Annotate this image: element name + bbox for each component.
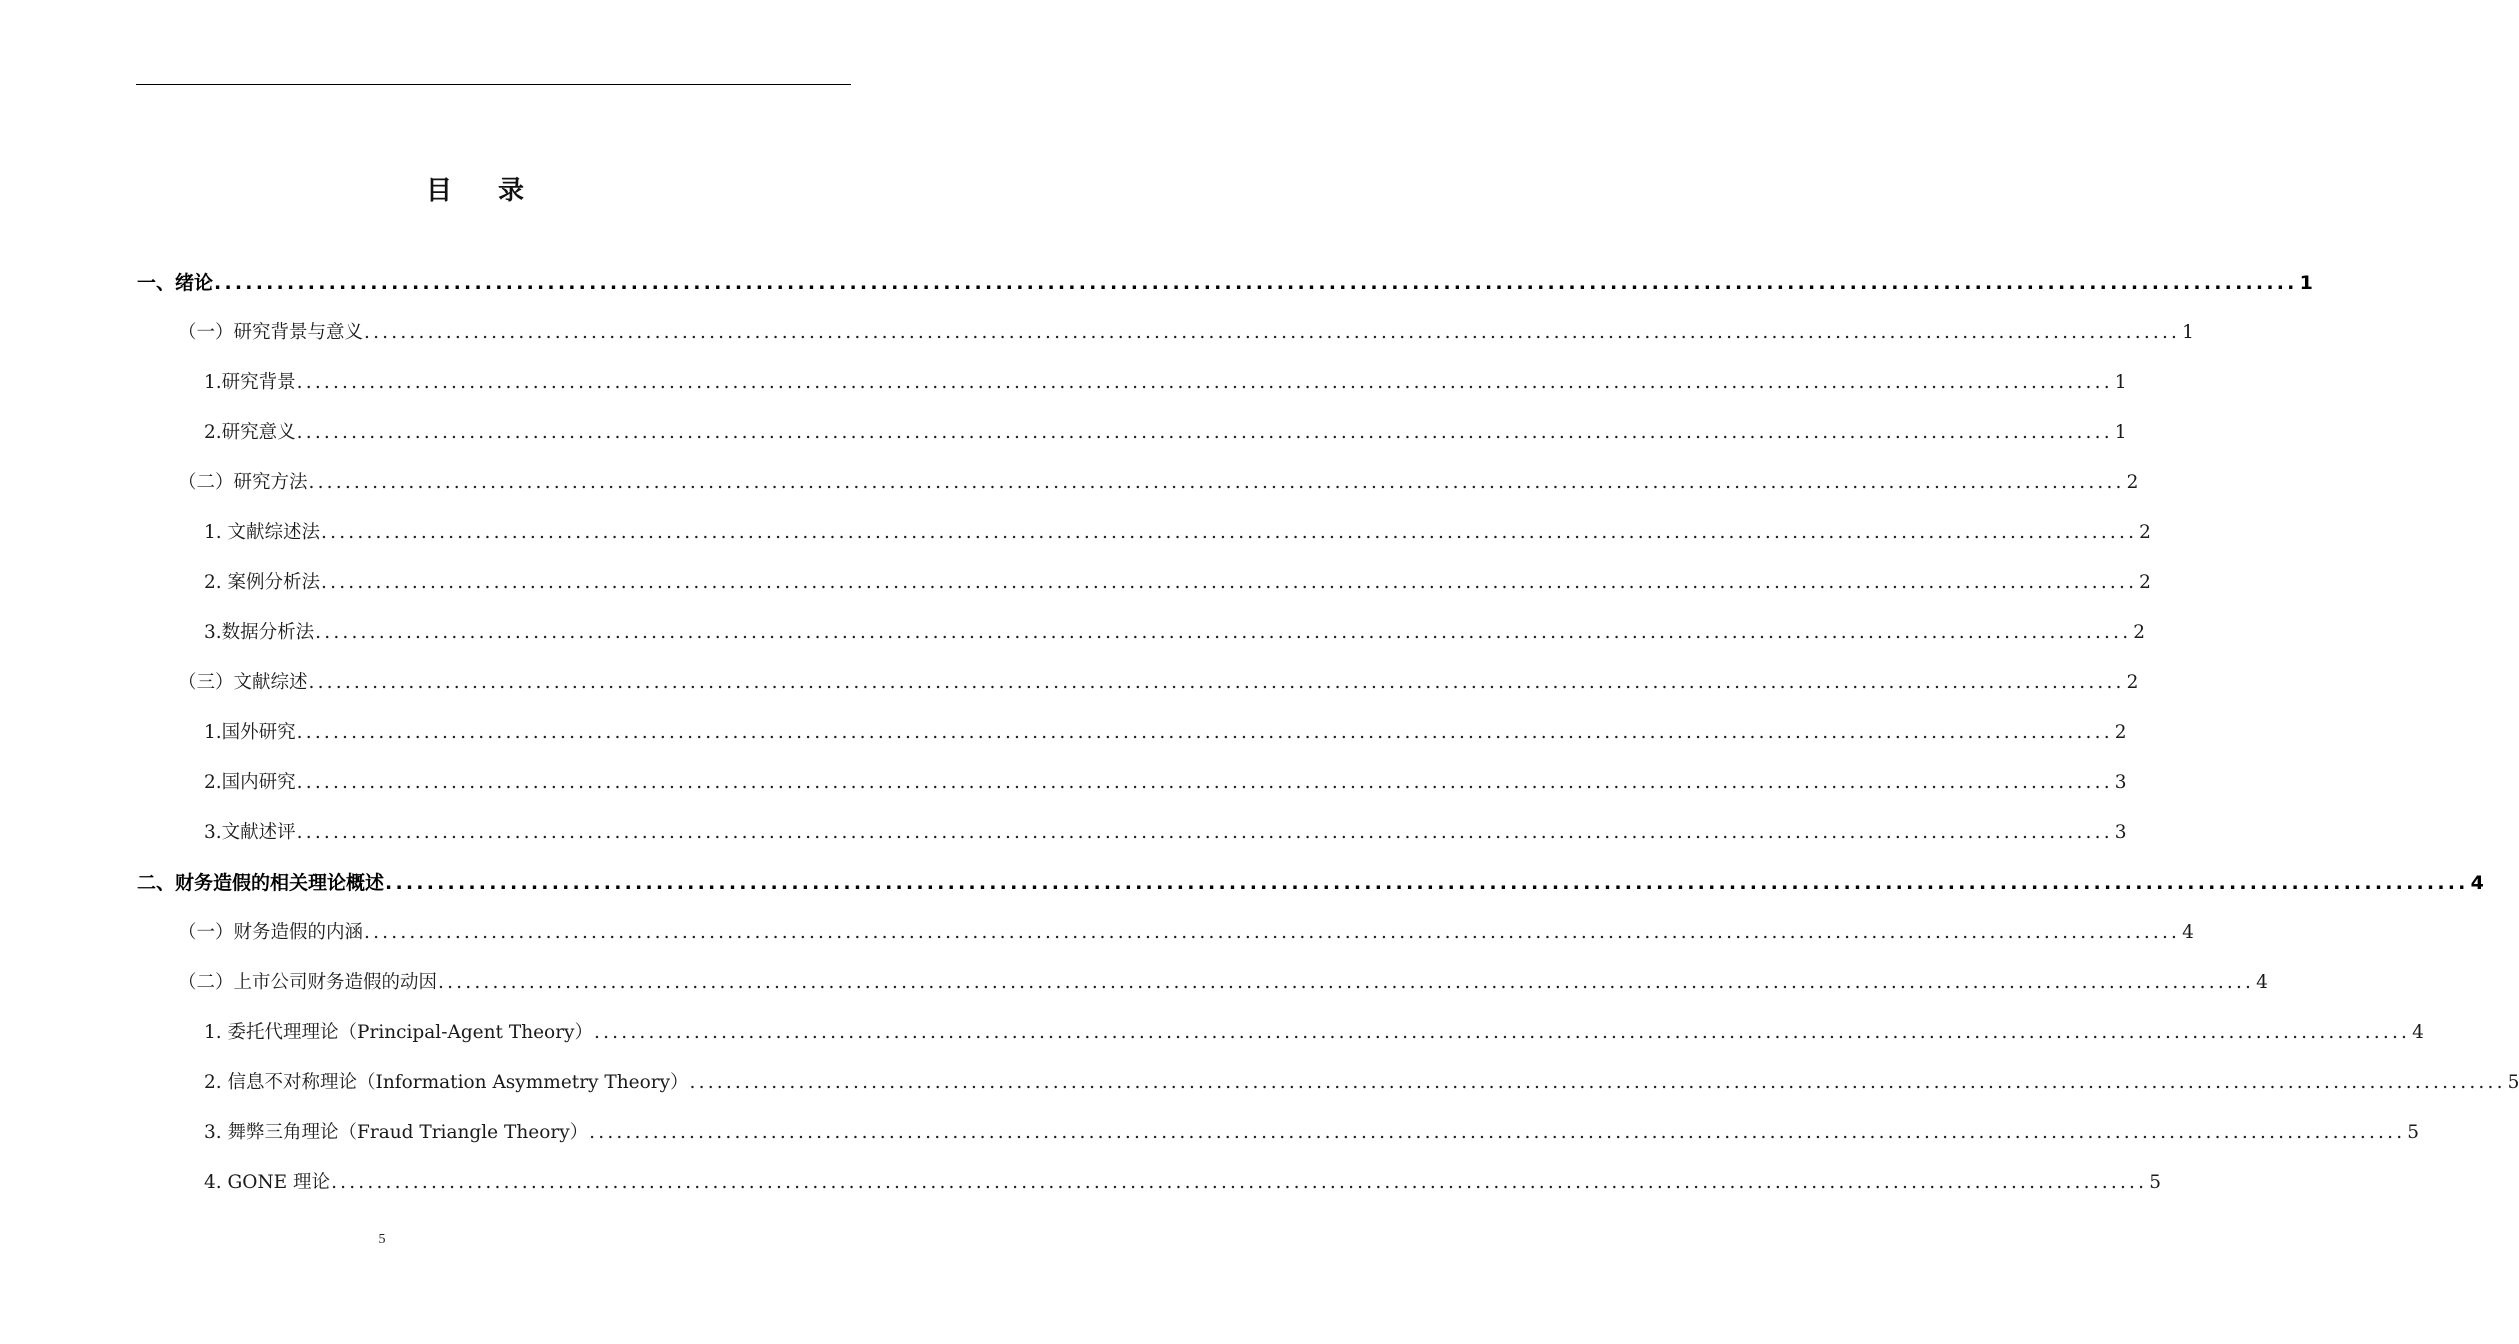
dot-leader: ........................................................................................................................................................................................................ — [689, 1072, 2506, 1093]
dot-leader: ........................................................................................................................................................................................................ — [308, 472, 2125, 493]
toc-title-char-2: 录 — [498, 176, 525, 206]
toc-entry-chapter-2[interactable] — [137, 868, 2484, 918]
toc-page-number: 2 — [2133, 622, 2146, 643]
dot-leader: ........................................................................................................................................................................................................ — [321, 522, 2138, 543]
toc-page-number: 2 — [2139, 522, 2151, 543]
dot-leader: ........................................................................................................................................................................................................ — [589, 1122, 2406, 1143]
dot-leader: ........................................................................................................................................................................................................ — [385, 872, 2469, 894]
toc-entry-chapter-1[interactable] — [137, 268, 2313, 318]
toc-entry-label: 1.国外研究 — [204, 722, 296, 743]
toc-page-number: 1 — [2182, 322, 2194, 343]
dot-leader: ........................................................................................................................................................................................................ — [364, 922, 2181, 943]
toc-entry-label: （一）研究背景与意义 — [178, 322, 364, 343]
toc-title — [0, 170, 950, 207]
toc-entry-subsection[interactable] — [204, 1018, 2424, 1068]
toc-entry-subsection[interactable] — [204, 568, 2151, 618]
toc-page-number: 4 — [2470, 872, 2484, 894]
toc-entry-label: 4. GONE 理论 — [204, 1172, 331, 1193]
toc-entry-subsection[interactable] — [204, 718, 2127, 768]
toc-page-number: 4 — [2182, 922, 2194, 943]
toc-entry-subsection[interactable] — [204, 418, 2127, 468]
toc-page-number: 2 — [2126, 672, 2139, 693]
toc-entry-label: （二）研究方法 — [178, 472, 308, 493]
toc-entry-subsection[interactable] — [204, 518, 2151, 568]
dot-leader: ........................................................................................................................................................................................................ — [296, 422, 2113, 443]
toc-entry-label: 2. 案例分析法 — [204, 572, 321, 593]
toc-page-number: 5 — [2507, 1072, 2519, 1093]
toc-entry-subsection[interactable] — [204, 818, 2127, 868]
toc-page-number: 3 — [2114, 772, 2127, 793]
toc-page-number: 4 — [2256, 972, 2268, 993]
toc-chapter-number: 二、 — [137, 872, 176, 894]
dot-leader: ........................................................................................................................................................................................................ — [364, 322, 2181, 343]
toc-page-number: 5 — [2149, 1172, 2161, 1193]
toc-entry-section[interactable] — [178, 318, 2194, 368]
toc-entry-label: （一）财务造假的内涵 — [178, 922, 364, 943]
dot-leader: ........................................................................................................................................................................................................ — [321, 572, 2138, 593]
dot-leader: ........................................................................................................................................................................................................ — [296, 772, 2113, 793]
toc-entry-subsection[interactable] — [204, 1168, 2161, 1218]
toc-entry-subsection[interactable] — [204, 1068, 2519, 1118]
dot-leader: ........................................................................................................................................................................................................ — [594, 1022, 2411, 1043]
dot-leader: ........................................................................................................................................................................................................ — [331, 1172, 2148, 1193]
page-number: 5 — [378, 1232, 386, 1247]
toc-entry-label: 1.研究背景 — [204, 372, 296, 393]
toc-entry-label: 2.国内研究 — [204, 772, 296, 793]
toc-entry-label: 绪论 — [175, 272, 214, 294]
toc-entry-label: 2. 信息不对称理论（Information Asymmetry Theory） — [204, 1072, 689, 1093]
toc-page-number: 1 — [2299, 272, 2313, 294]
toc-chapter-number: 一、 — [137, 272, 176, 294]
dot-leader: ........................................................................................................................................................................................................ — [296, 822, 2113, 843]
toc-entry-label: 2.研究意义 — [204, 422, 296, 443]
toc-page-number: 2 — [2114, 722, 2127, 743]
toc-page-number: 2 — [2139, 572, 2151, 593]
toc-entry-subsection[interactable] — [204, 1118, 2420, 1168]
toc-page-number: 1 — [2114, 372, 2127, 393]
toc-entry-section[interactable] — [178, 668, 2139, 718]
toc-entry-section[interactable] — [178, 468, 2139, 518]
dot-leader: ........................................................................................................................................................................................................ — [296, 722, 2113, 743]
toc-page-number: 1 — [2114, 422, 2127, 443]
dot-leader: ........................................................................................................................................................................................................ — [438, 972, 2255, 993]
toc-entry-subsection[interactable] — [204, 618, 2146, 668]
header-rule — [136, 84, 851, 85]
toc-page-number: 4 — [2412, 1022, 2424, 1043]
toc-entry-label: 3.文献述评 — [204, 822, 296, 843]
toc-entry-section[interactable] — [178, 968, 2268, 1018]
toc-entry-label: 财务造假的相关理论概述 — [175, 872, 385, 894]
toc-entry-label: 1. 委托代理理论（Principal-Agent Theory） — [204, 1022, 593, 1043]
toc-entry-label: （三）文献综述 — [178, 672, 308, 693]
dot-leader: ........................................................................................................................................................................................................ — [296, 372, 2113, 393]
toc-page-number: 3 — [2114, 822, 2127, 843]
toc-entry-label: 3. 舞弊三角理论（Fraud Triangle Theory） — [204, 1122, 589, 1143]
toc-entry-section[interactable] — [178, 918, 2194, 968]
dot-leader: ........................................................................................................................................................................................................ — [315, 622, 2132, 643]
toc-entry-subsection[interactable] — [204, 768, 2127, 818]
toc-page-number: 2 — [2126, 472, 2139, 493]
dot-leader: ........................................................................................................................................................................................................ — [214, 272, 2298, 294]
toc-title-char-1: 目 — [425, 176, 452, 206]
toc-page-number: 5 — [2407, 1122, 2420, 1143]
dot-leader: ........................................................................................................................................................................................................ — [308, 672, 2125, 693]
toc-entry-subsection[interactable] — [204, 368, 2127, 418]
toc-entry-label: （二）上市公司财务造假的动因 — [178, 972, 438, 993]
toc-entry-label: 1. 文献综述法 — [204, 522, 321, 543]
toc-entry-label: 3.数据分析法 — [204, 622, 315, 643]
